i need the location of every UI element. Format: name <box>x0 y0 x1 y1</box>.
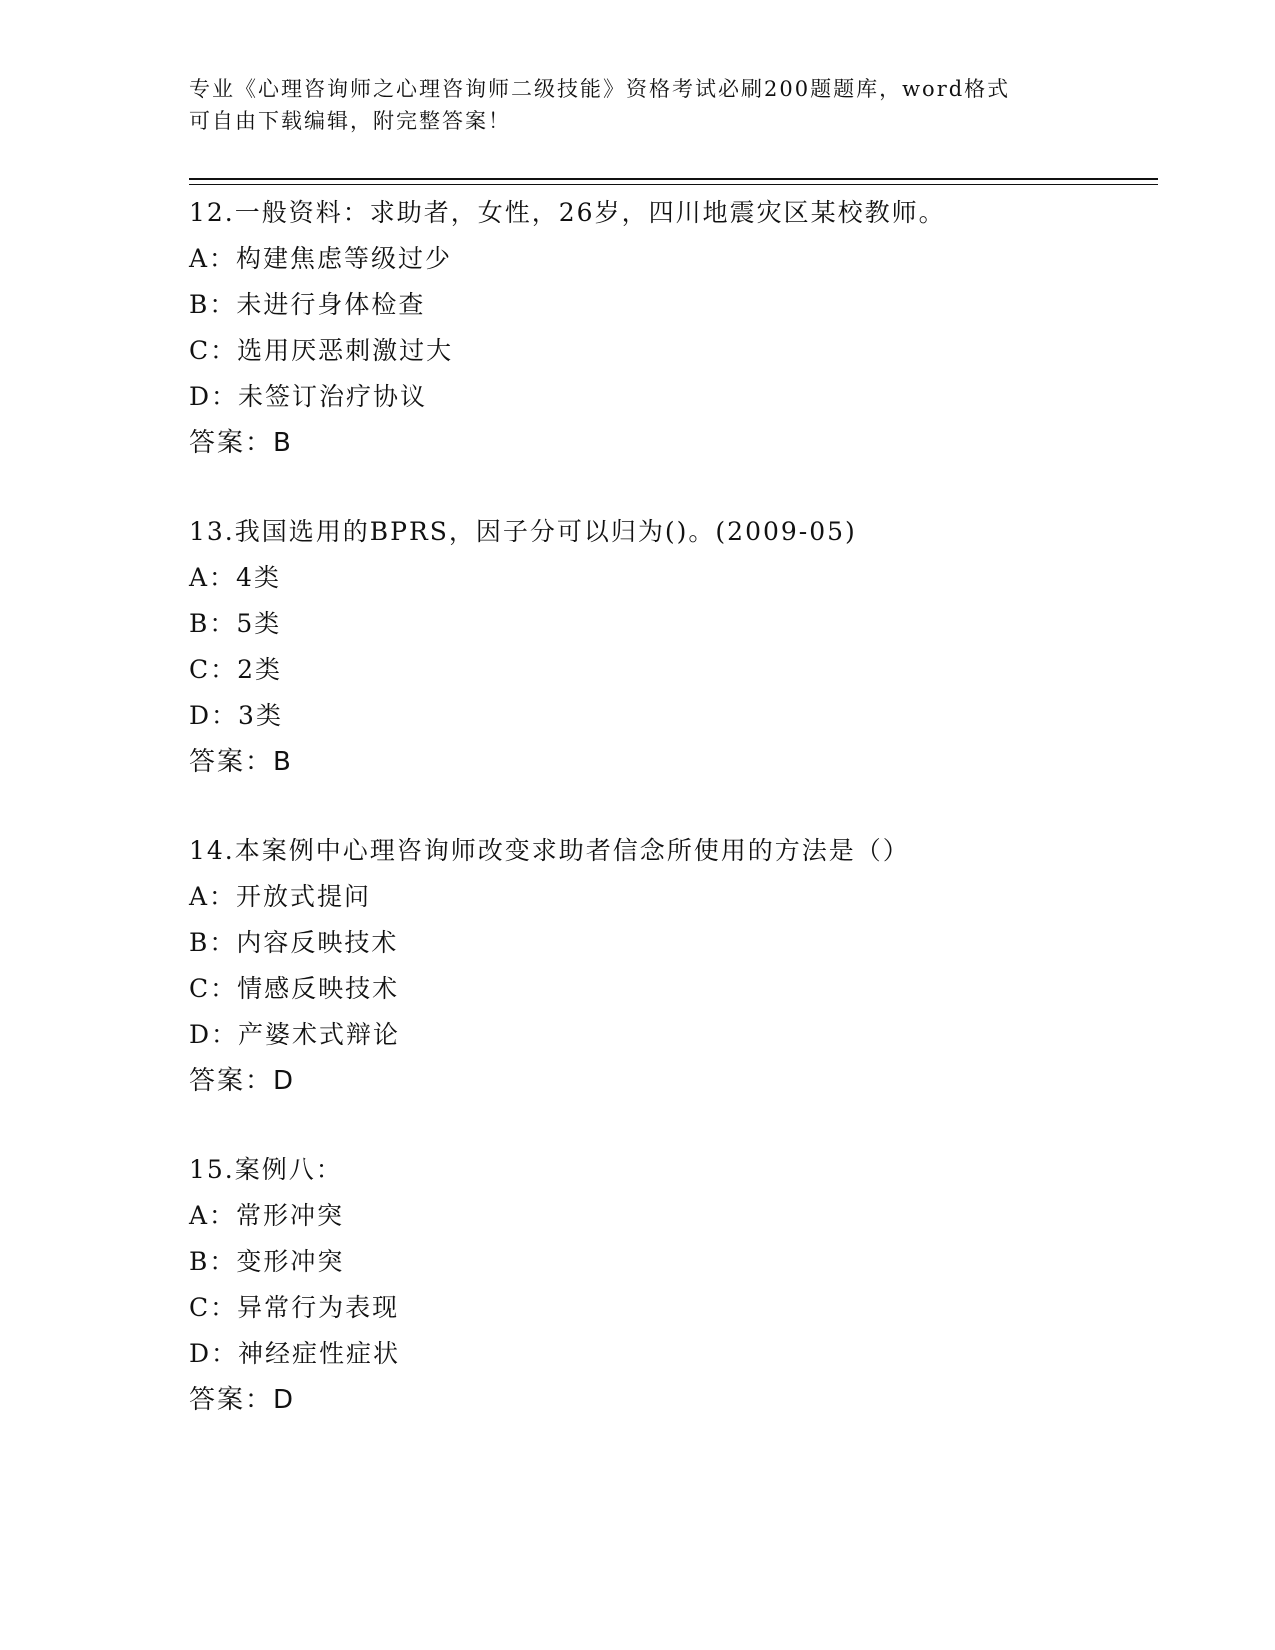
answer-line: 答案：B <box>189 428 293 458</box>
option-c: C：2类 <box>189 655 283 684</box>
answer-line: 答案：D <box>189 1066 296 1096</box>
option-a: A：开放式提问 <box>189 882 372 911</box>
option-c: C：异常行为表现 <box>189 1293 400 1322</box>
option-b: B：5类 <box>189 609 282 638</box>
question-stem: 14.本案例中心理咨询师改变求助者信念所使用的方法是（） <box>189 836 910 865</box>
question-12 <box>189 190 1158 509</box>
option-d: D：未签订治疗协议 <box>189 382 428 411</box>
answer-line: 答案：B <box>189 747 293 777</box>
option-a: A：构建焦虑等级过少 <box>189 244 453 273</box>
header-line-2: 可自由下载编辑，附完整答案！ <box>189 109 511 133</box>
option-b: B：变形冲突 <box>189 1247 345 1276</box>
option-a: A：4类 <box>189 563 281 592</box>
question-stem: 15.案例八： <box>189 1155 343 1184</box>
option-c: C：选用厌恶刺激过大 <box>189 336 454 365</box>
option-b: B：内容反映技术 <box>189 928 399 957</box>
question-13 <box>189 509 1158 828</box>
header-line-1: 专业《心理咨询师之心理咨询师二级技能》资格考试必刷200题题库，word格式 <box>189 77 1011 101</box>
question-14 <box>189 828 1158 1147</box>
question-stem: 13.我国选用的BPRS，因子分可以归为()。(2009-05) <box>189 517 857 546</box>
option-a: A：常形冲突 <box>189 1201 345 1230</box>
option-d: D：3类 <box>189 701 283 730</box>
option-d: D：产婆术式辩论 <box>189 1020 401 1049</box>
question-15 <box>189 1147 1158 1466</box>
question-list <box>189 190 1158 1466</box>
option-c: C：情感反映技术 <box>189 974 400 1003</box>
option-b: B：未进行身体检查 <box>189 290 426 319</box>
question-stem: 12.一般资料：求助者，女性，26岁，四川地震灾区某校教师。 <box>189 198 946 227</box>
option-d: D：神经症性症状 <box>189 1339 401 1368</box>
answer-line: 答案：D <box>189 1385 296 1415</box>
header-divider-thick <box>189 178 1158 180</box>
document-header <box>189 73 1069 137</box>
header-divider-thin <box>189 184 1158 185</box>
